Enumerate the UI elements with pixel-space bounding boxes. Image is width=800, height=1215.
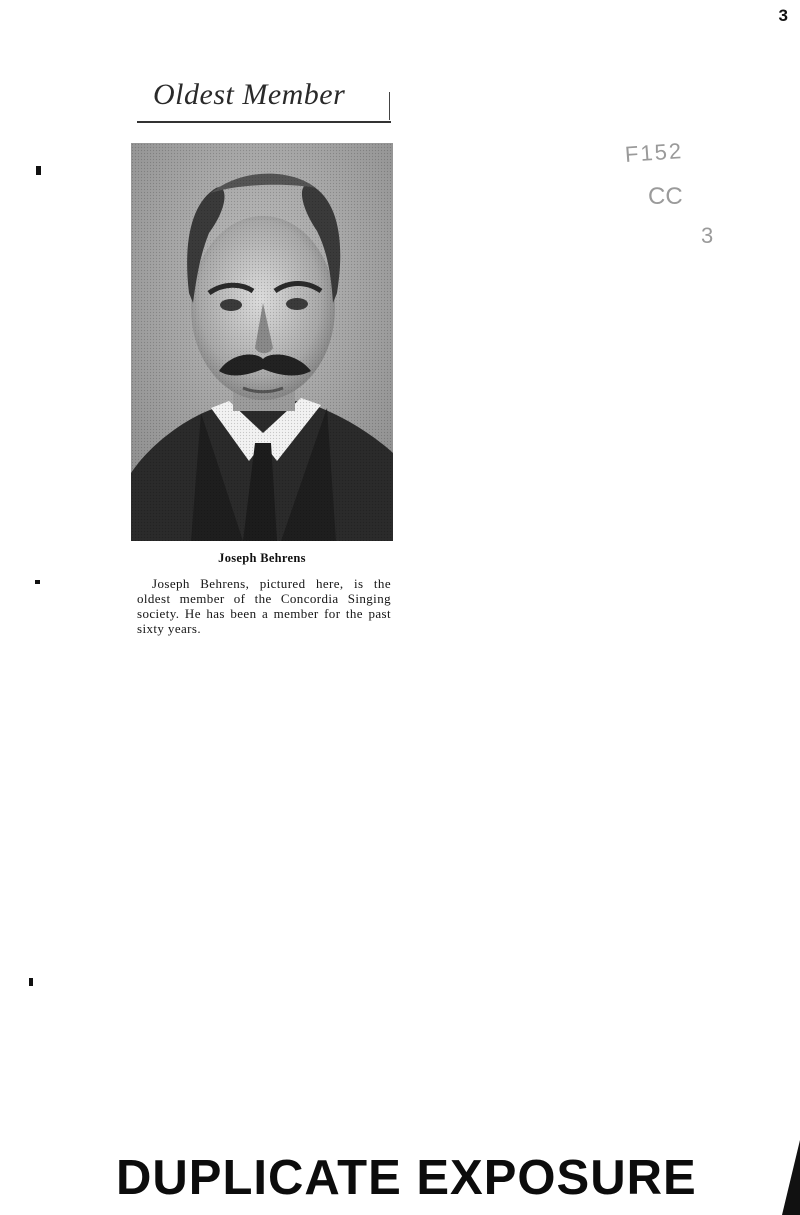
page-edge-mark (782, 1140, 800, 1215)
headline-rule (137, 121, 391, 123)
pencil-note-2: CC (648, 183, 683, 210)
article-body: Joseph Behrens, pictured here, is the oldest member of the Concordia Singing society. He has been a member for the past sixty years. (137, 576, 391, 636)
scan-speck (29, 978, 33, 986)
pencil-note-1: F152 (624, 138, 684, 167)
pencil-note-3: 3 (701, 223, 714, 248)
headline-tick (389, 92, 390, 120)
scan-speck (36, 166, 41, 175)
scan-speck (35, 580, 40, 584)
page-number: 3 (778, 6, 788, 25)
portrait-photo-icon (131, 143, 393, 541)
portrait-photo (131, 143, 393, 541)
article-headline: Oldest Member (153, 78, 346, 111)
duplicate-exposure-stamp: DUPLICATE EXPOSURE (116, 1151, 697, 1205)
photo-caption: Joseph Behrens (218, 551, 306, 565)
